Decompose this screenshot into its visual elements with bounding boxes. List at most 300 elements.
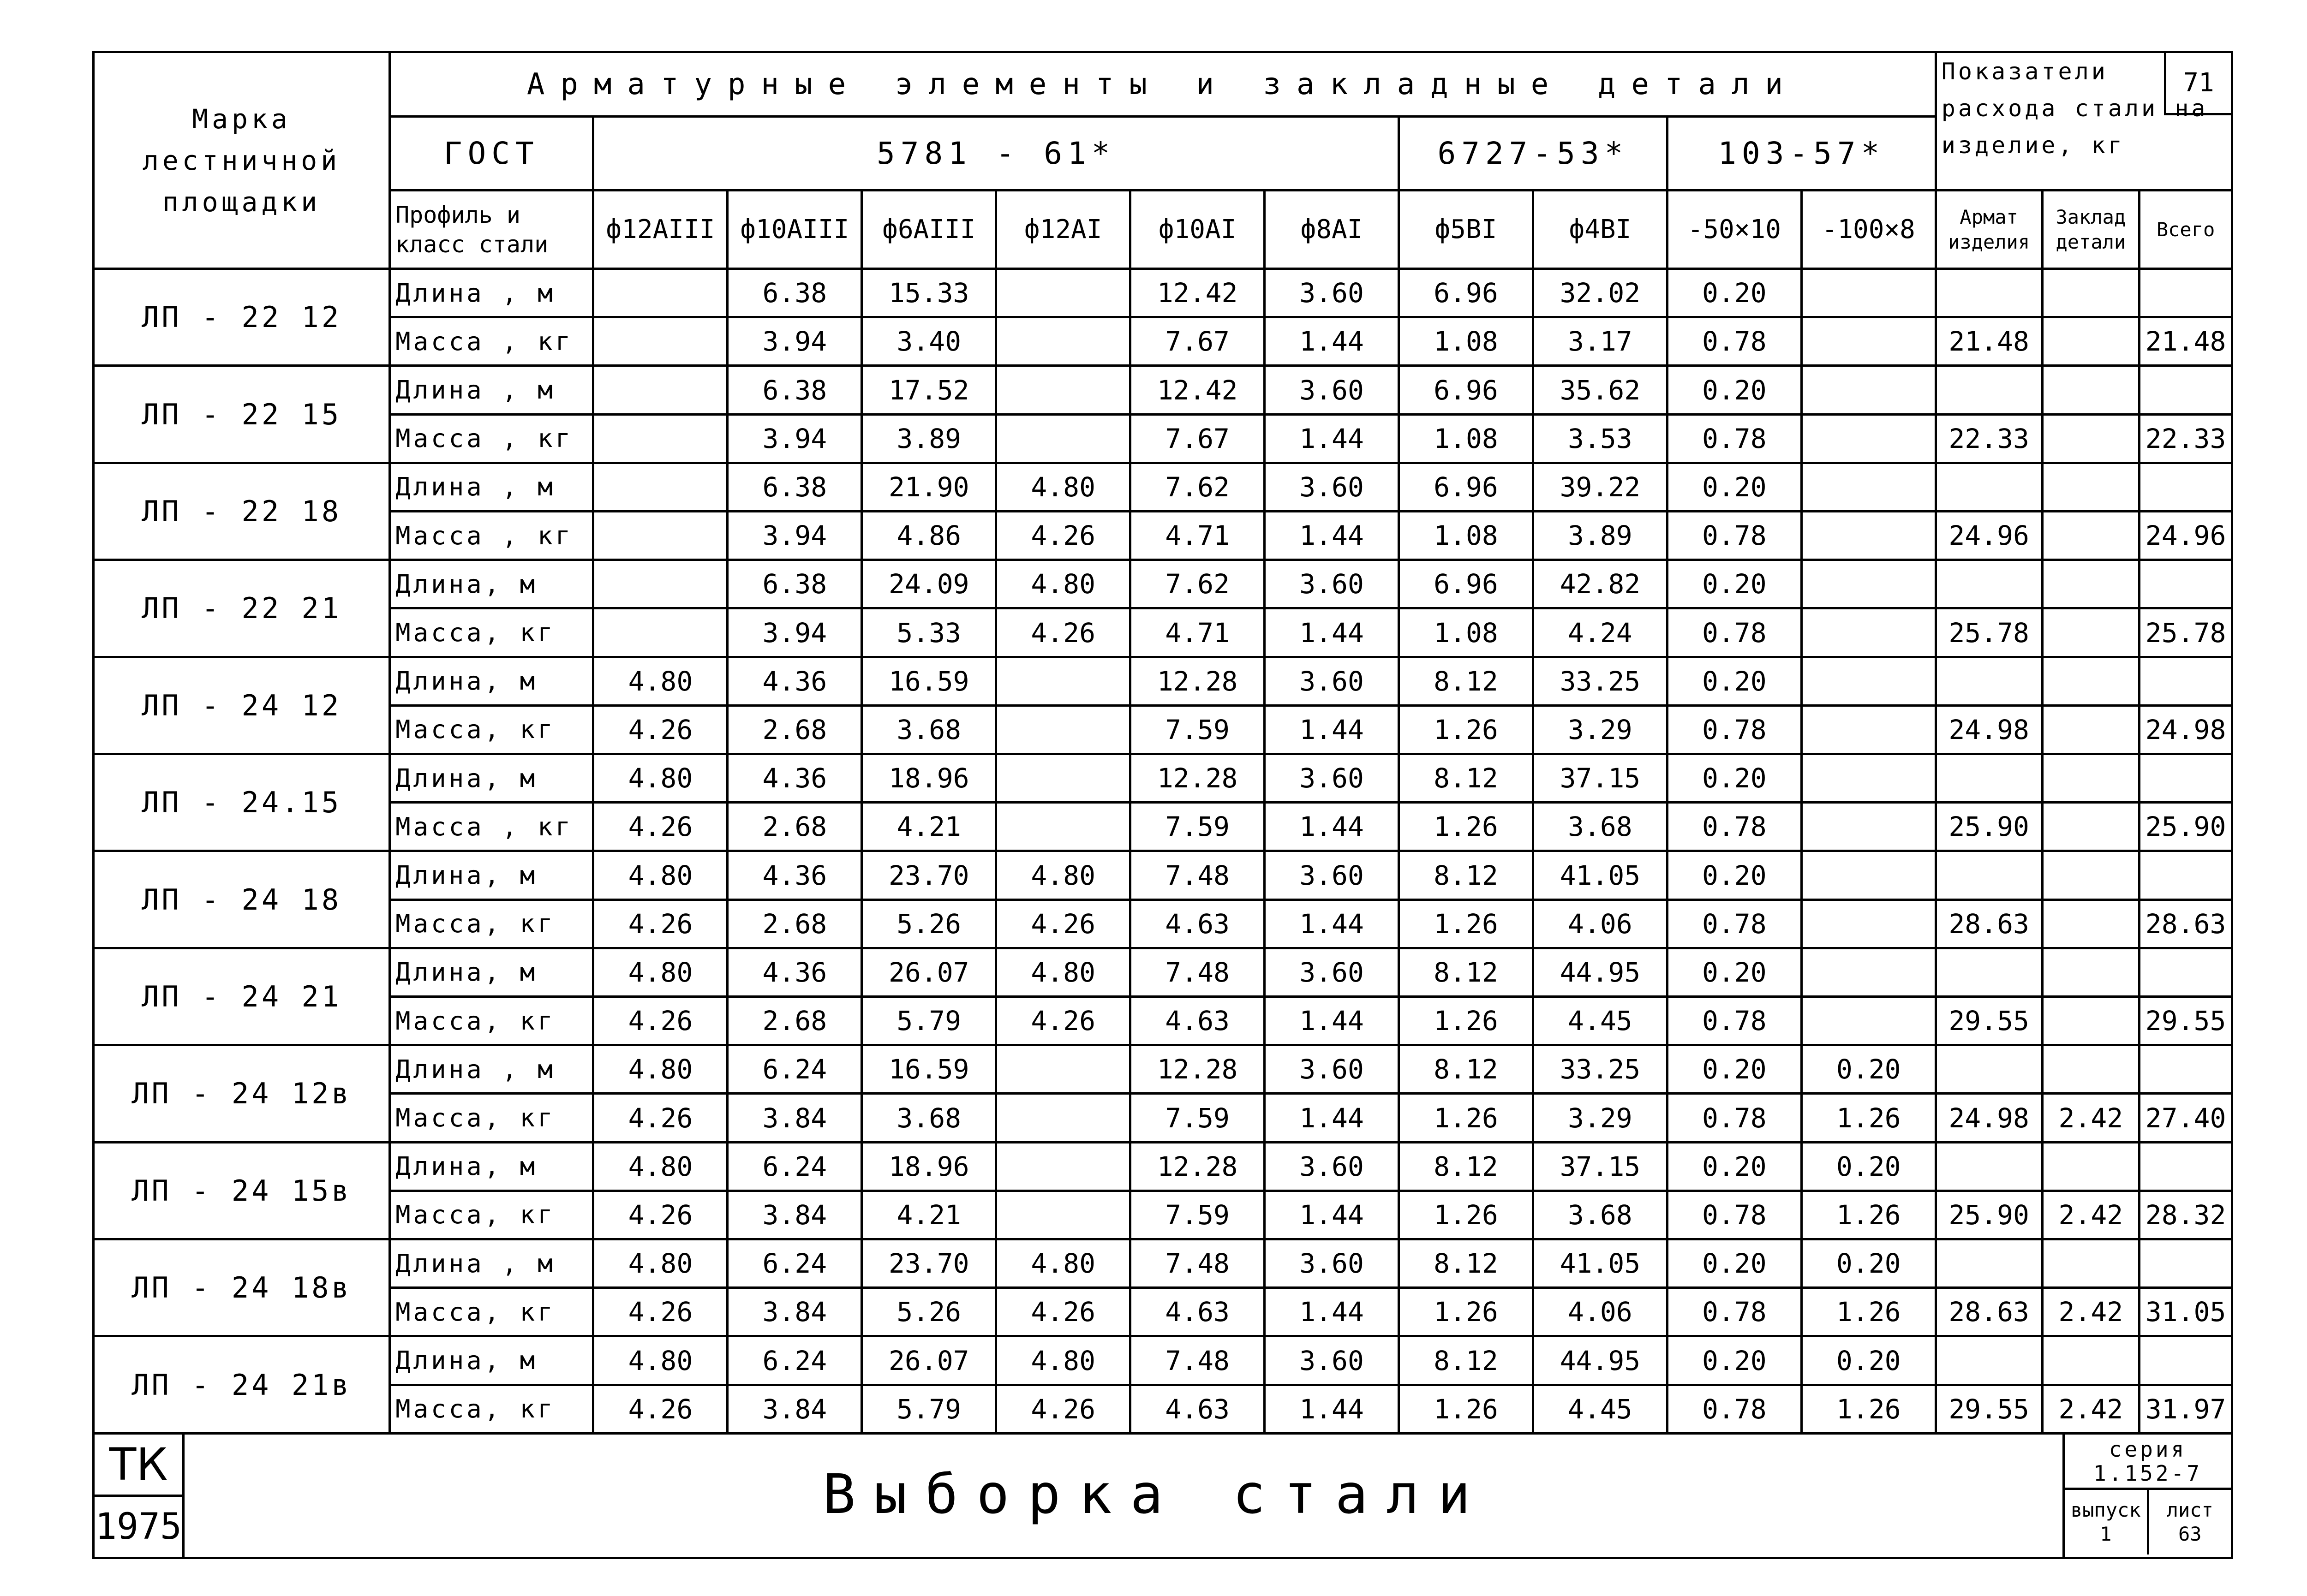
- length-value: 0.20: [1667, 1045, 1801, 1094]
- length-value: 12.42: [1130, 366, 1265, 414]
- length-value: 8.12: [1399, 948, 1533, 996]
- mass-label: Масса , кг: [390, 414, 593, 463]
- mass-value: 3.29: [1533, 705, 1667, 754]
- mass-value: 3.94: [728, 317, 862, 366]
- length-value: 7.48: [1130, 948, 1265, 996]
- mass-value: [996, 317, 1130, 366]
- zaklad-empty: [2042, 1045, 2140, 1094]
- mark-cell: ЛП - 24 18в: [94, 1239, 390, 1336]
- length-value: [996, 1045, 1130, 1094]
- armat-value: 25.78: [1936, 608, 2042, 657]
- length-value: 6.24: [728, 1336, 862, 1385]
- length-value: [1801, 366, 1936, 414]
- mass-value: 4.26: [593, 1385, 728, 1433]
- tk-label: ТК: [95, 1435, 182, 1497]
- mass-label: Масса , кг: [390, 317, 593, 366]
- mass-value: 4.26: [593, 1288, 728, 1336]
- length-value: 12.28: [1130, 657, 1265, 705]
- armat-value: 24.98: [1936, 705, 2042, 754]
- table-row-mass: [94, 1288, 2232, 1336]
- length-value: 0.20: [1667, 1239, 1801, 1288]
- mass-value: 0.78: [1667, 414, 1801, 463]
- table-row-length: [94, 269, 2232, 317]
- zaklad-value: [2042, 997, 2140, 1045]
- length-value: 4.80: [593, 1142, 728, 1191]
- length-value: 26.07: [862, 948, 996, 996]
- series-block: [2065, 1435, 2231, 1490]
- table-row-mass: [94, 1191, 2232, 1239]
- zaklad-value: [2042, 414, 2140, 463]
- mass-value: [996, 1094, 1130, 1142]
- mass-value: 1.44: [1265, 1191, 1399, 1239]
- mass-label: Масса, кг: [390, 1288, 593, 1336]
- length-value: 6.96: [1399, 560, 1533, 608]
- mass-value: [996, 705, 1130, 754]
- sheet-value: 63: [2178, 1523, 2202, 1545]
- table-row-length: [94, 1336, 2232, 1385]
- mass-label: Масса, кг: [390, 997, 593, 1045]
- length-value: [593, 463, 728, 511]
- length-value: 3.60: [1265, 851, 1399, 899]
- table-row-length: [94, 463, 2232, 511]
- mass-value: 3.68: [862, 705, 996, 754]
- gost-6727: 6727-53*: [1399, 117, 1667, 191]
- armat-value: 24.98: [1936, 1094, 2042, 1142]
- mass-label: Масса, кг: [390, 899, 593, 948]
- table-row-length: [94, 1142, 2232, 1191]
- issue-value: 1: [2100, 1523, 2112, 1545]
- length-value: 8.12: [1399, 1239, 1533, 1288]
- mass-value: [996, 1191, 1130, 1239]
- armat-value: 21.48: [1936, 317, 2042, 366]
- mass-value: 4.63: [1130, 997, 1265, 1045]
- length-value: 4.80: [593, 1045, 728, 1094]
- mass-value: 7.67: [1130, 414, 1265, 463]
- length-value: 3.60: [1265, 1336, 1399, 1385]
- mass-value: 3.84: [728, 1385, 862, 1433]
- total-empty: [2140, 1045, 2232, 1094]
- length-value: 12.28: [1130, 754, 1265, 803]
- tk-block: [95, 1435, 185, 1557]
- armat-empty: [1936, 463, 2042, 511]
- table-row-mass: [94, 317, 2232, 366]
- zaklad-value: 2.42: [2042, 1094, 2140, 1142]
- length-value: 4.80: [996, 1336, 1130, 1385]
- mass-value: 7.59: [1130, 803, 1265, 851]
- mass-value: 1.44: [1265, 512, 1399, 560]
- zaklad-value: [2042, 899, 2140, 948]
- armat-value: 24.96: [1936, 512, 2042, 560]
- table-row-mass: [94, 414, 2232, 463]
- mass-value: [1801, 512, 1936, 560]
- drawing-sheet: [92, 51, 2233, 1559]
- mass-value: 4.24: [1533, 608, 1667, 657]
- table-row-mass: [94, 705, 2232, 754]
- length-value: 12.28: [1130, 1045, 1265, 1094]
- mass-value: 5.26: [862, 1288, 996, 1336]
- armat-empty: [1936, 1045, 2042, 1094]
- zaklad-empty: [2042, 657, 2140, 705]
- col-header: ф10АIII: [728, 191, 862, 269]
- mark-cell: ЛП - 22 12: [94, 269, 390, 366]
- mark-cell: ЛП - 22 21: [94, 560, 390, 657]
- zaklad-empty: [2042, 1142, 2140, 1191]
- mass-value: [1801, 803, 1936, 851]
- mass-label: Масса, кг: [390, 608, 593, 657]
- armat-value: 25.90: [1936, 1191, 2042, 1239]
- mass-value: 3.89: [1533, 512, 1667, 560]
- length-label: Длина, м: [390, 1336, 593, 1385]
- mass-value: 2.68: [728, 997, 862, 1045]
- length-value: 41.05: [1533, 1239, 1667, 1288]
- mark-cell: ЛП - 24 21в: [94, 1336, 390, 1434]
- gost-5781: 5781 - 61*: [593, 117, 1399, 191]
- table-row-length: [94, 1045, 2232, 1094]
- length-value: 0.20: [1667, 1336, 1801, 1385]
- table-row-length: [94, 754, 2232, 803]
- gost-label: ГОСТ: [390, 117, 593, 191]
- length-value: 3.60: [1265, 1142, 1399, 1191]
- year-label: 1975: [95, 1506, 182, 1548]
- total-empty: [2140, 560, 2232, 608]
- mass-value: 1.44: [1265, 899, 1399, 948]
- zaklad-value: [2042, 705, 2140, 754]
- length-value: [996, 657, 1130, 705]
- zaklad-empty: [2042, 366, 2140, 414]
- mass-value: 4.26: [593, 997, 728, 1045]
- total-empty: [2140, 851, 2232, 899]
- mass-value: 4.26: [996, 997, 1130, 1045]
- length-label: Длина , м: [390, 269, 593, 317]
- mass-value: 1.26: [1399, 1385, 1533, 1433]
- length-value: [996, 754, 1130, 803]
- armat-empty: [1936, 657, 2042, 705]
- length-value: 42.82: [1533, 560, 1667, 608]
- length-value: 4.80: [593, 754, 728, 803]
- mass-value: 1.44: [1265, 1094, 1399, 1142]
- table-row-mass: [94, 1385, 2232, 1433]
- length-value: [1801, 851, 1936, 899]
- mass-value: 1.26: [1801, 1288, 1936, 1336]
- zaklad-empty: [2042, 754, 2140, 803]
- length-value: 33.25: [1533, 1045, 1667, 1094]
- mass-value: 0.78: [1667, 899, 1801, 948]
- table-row-length: [94, 657, 2232, 705]
- mark-cell: ЛП - 24 12: [94, 657, 390, 754]
- length-value: 4.80: [593, 657, 728, 705]
- length-value: 0.20: [1667, 851, 1801, 899]
- length-value: 8.12: [1399, 1336, 1533, 1385]
- length-value: 7.62: [1130, 560, 1265, 608]
- length-label: Длина , м: [390, 1045, 593, 1094]
- length-value: 3.60: [1265, 1045, 1399, 1094]
- mass-value: 1.26: [1801, 1094, 1936, 1142]
- mass-value: 0.78: [1667, 1191, 1801, 1239]
- mark-cell: ЛП - 22 15: [94, 366, 390, 463]
- armat-empty: [1936, 269, 2042, 317]
- length-value: 44.95: [1533, 1336, 1667, 1385]
- length-value: [593, 560, 728, 608]
- length-value: 4.80: [996, 851, 1130, 899]
- mass-value: 4.06: [1533, 1288, 1667, 1336]
- mass-label: Масса , кг: [390, 803, 593, 851]
- armat-empty: [1936, 1239, 2042, 1288]
- length-value: 4.80: [593, 1239, 728, 1288]
- length-value: 4.80: [593, 1336, 728, 1385]
- mass-value: [593, 608, 728, 657]
- mass-value: 2.68: [728, 803, 862, 851]
- mass-value: 0.78: [1667, 317, 1801, 366]
- col-header: -50×10: [1667, 191, 1801, 269]
- mass-value: [1801, 997, 1936, 1045]
- length-value: 0.20: [1801, 1239, 1936, 1288]
- mass-value: 5.26: [862, 899, 996, 948]
- mass-value: 1.26: [1399, 997, 1533, 1045]
- length-value: 3.60: [1265, 560, 1399, 608]
- length-label: Длина, м: [390, 754, 593, 803]
- total-empty: [2140, 948, 2232, 996]
- length-value: 41.05: [1533, 851, 1667, 899]
- title-block: [92, 1435, 2233, 1559]
- mass-value: 4.26: [996, 512, 1130, 560]
- length-value: [593, 366, 728, 414]
- length-value: 0.20: [1801, 1336, 1936, 1385]
- mass-value: 3.68: [862, 1094, 996, 1142]
- total-value: 31.97: [2140, 1385, 2232, 1433]
- col-header: ф10АI: [1130, 191, 1265, 269]
- mass-value: 4.63: [1130, 899, 1265, 948]
- zaklad-empty: [2042, 560, 2140, 608]
- length-value: 7.62: [1130, 463, 1265, 511]
- mass-value: [1801, 414, 1936, 463]
- length-value: 18.96: [862, 754, 996, 803]
- zaklad-value: 2.42: [2042, 1288, 2140, 1336]
- length-value: 3.60: [1265, 657, 1399, 705]
- issue-label: выпуск: [2070, 1499, 2141, 1521]
- mass-value: 7.59: [1130, 1094, 1265, 1142]
- mass-value: 2.68: [728, 705, 862, 754]
- mass-value: 7.59: [1130, 1191, 1265, 1239]
- mass-value: 3.94: [728, 608, 862, 657]
- mass-value: 4.45: [1533, 997, 1667, 1045]
- mass-value: [1801, 608, 1936, 657]
- zaklad-empty: [2042, 851, 2140, 899]
- mass-value: 1.26: [1399, 1191, 1533, 1239]
- mass-value: 1.26: [1399, 705, 1533, 754]
- length-value: 33.25: [1533, 657, 1667, 705]
- mass-value: 7.59: [1130, 705, 1265, 754]
- length-value: 23.70: [862, 1239, 996, 1288]
- table-row-mass: [94, 1094, 2232, 1142]
- zaklad-empty: [2042, 1239, 2140, 1288]
- length-value: 4.36: [728, 754, 862, 803]
- length-label: Длина, м: [390, 851, 593, 899]
- mass-value: 3.84: [728, 1094, 862, 1142]
- total-value: 21.48: [2140, 317, 2232, 366]
- mass-value: 3.40: [862, 317, 996, 366]
- total-value: 25.90: [2140, 803, 2232, 851]
- mass-value: 4.26: [996, 1288, 1130, 1336]
- mass-value: 4.26: [593, 899, 728, 948]
- issue-block: [2065, 1490, 2149, 1554]
- mass-value: 0.78: [1667, 512, 1801, 560]
- mass-value: 1.44: [1265, 414, 1399, 463]
- length-value: [1801, 657, 1936, 705]
- table-row-length: [94, 366, 2232, 414]
- mass-value: 3.94: [728, 512, 862, 560]
- zaklad-value: [2042, 512, 2140, 560]
- mass-value: 1.26: [1801, 1191, 1936, 1239]
- mass-value: 4.45: [1533, 1385, 1667, 1433]
- zaklad-empty: [2042, 948, 2140, 996]
- mark-cell: ЛП - 22 18: [94, 463, 390, 560]
- length-value: 26.07: [862, 1336, 996, 1385]
- mark-cell: ЛП - 24.15: [94, 754, 390, 851]
- length-value: 35.62: [1533, 366, 1667, 414]
- mass-value: 1.26: [1801, 1385, 1936, 1433]
- mass-value: 5.79: [862, 1385, 996, 1433]
- armat-empty: [1936, 1142, 2042, 1191]
- indicators-label: Показатели расхода стали на изделие, кг: [1941, 58, 2208, 159]
- length-value: 37.15: [1533, 1142, 1667, 1191]
- length-value: 4.36: [728, 657, 862, 705]
- mass-value: 0.78: [1667, 705, 1801, 754]
- total-value: 28.63: [2140, 899, 2232, 948]
- length-value: 7.48: [1130, 1336, 1265, 1385]
- length-value: 4.80: [996, 560, 1130, 608]
- mass-value: 7.67: [1130, 317, 1265, 366]
- table-row-length: [94, 851, 2232, 899]
- zaklad-empty: [2042, 1336, 2140, 1385]
- total-empty: [2140, 1239, 2232, 1288]
- mass-value: 4.26: [996, 608, 1130, 657]
- armat-empty: [1936, 1336, 2042, 1385]
- length-value: 6.38: [728, 560, 862, 608]
- length-value: 0.20: [1667, 269, 1801, 317]
- mass-value: 1.44: [1265, 317, 1399, 366]
- mass-value: 4.26: [593, 705, 728, 754]
- length-value: 6.38: [728, 463, 862, 511]
- armat-value: 29.55: [1936, 997, 2042, 1045]
- length-value: 6.96: [1399, 463, 1533, 511]
- total-value: 25.78: [2140, 608, 2232, 657]
- mass-value: 1.44: [1265, 1288, 1399, 1336]
- length-value: [1801, 948, 1936, 996]
- length-value: 0.20: [1667, 657, 1801, 705]
- table-row-mass: [94, 608, 2232, 657]
- length-value: 3.60: [1265, 463, 1399, 511]
- length-value: [1801, 754, 1936, 803]
- profile-label: Профиль и класс стали: [390, 191, 593, 269]
- length-value: 6.38: [728, 269, 862, 317]
- mass-value: [1801, 705, 1936, 754]
- total-empty: [2140, 1142, 2232, 1191]
- mass-value: [593, 317, 728, 366]
- document-title: Выборка стали: [823, 1462, 1489, 1526]
- length-value: 12.42: [1130, 269, 1265, 317]
- col-header: ф4ВI: [1533, 191, 1667, 269]
- length-value: 0.20: [1801, 1045, 1936, 1094]
- series-stamp: [2062, 1435, 2231, 1557]
- mass-value: 3.29: [1533, 1094, 1667, 1142]
- length-value: 4.80: [593, 851, 728, 899]
- total-empty: [2140, 1336, 2232, 1385]
- total-value: 29.55: [2140, 997, 2232, 1045]
- length-value: 16.59: [862, 657, 996, 705]
- mass-value: 1.44: [1265, 1385, 1399, 1433]
- zaklad-value: 2.42: [2042, 1191, 2140, 1239]
- mass-value: [593, 414, 728, 463]
- length-value: 39.22: [1533, 463, 1667, 511]
- mass-value: 1.44: [1265, 705, 1399, 754]
- mass-value: 1.26: [1399, 803, 1533, 851]
- sheet-block: [2149, 1490, 2231, 1554]
- col-header: ф5ВI: [1399, 191, 1533, 269]
- total-empty: [2140, 754, 2232, 803]
- mass-value: 3.68: [1533, 1191, 1667, 1239]
- length-label: Длина , м: [390, 366, 593, 414]
- length-label: Длина, м: [390, 657, 593, 705]
- table-body: [94, 269, 2232, 1434]
- mass-label: Масса, кг: [390, 1094, 593, 1142]
- length-value: 6.96: [1399, 269, 1533, 317]
- group-title: Арматурные элементы и закладные детали: [390, 52, 1936, 117]
- table-row-mass: [94, 997, 2232, 1045]
- mass-value: 1.08: [1399, 608, 1533, 657]
- mass-value: 4.21: [862, 803, 996, 851]
- length-value: 0.20: [1667, 754, 1801, 803]
- total-value: 27.40: [2140, 1094, 2232, 1142]
- mass-value: 1.44: [1265, 803, 1399, 851]
- length-value: 4.80: [996, 1239, 1130, 1288]
- series-label: серия: [2109, 1437, 2187, 1462]
- mass-value: 4.71: [1130, 512, 1265, 560]
- mass-value: [593, 512, 728, 560]
- length-label: Длина, м: [390, 1142, 593, 1191]
- length-value: [593, 269, 728, 317]
- length-value: 3.60: [1265, 366, 1399, 414]
- sheet-label: лист: [2166, 1499, 2213, 1521]
- mass-label: Масса, кг: [390, 705, 593, 754]
- mass-value: [996, 803, 1130, 851]
- length-value: 32.02: [1533, 269, 1667, 317]
- length-value: 4.80: [996, 948, 1130, 996]
- mass-value: [1801, 317, 1936, 366]
- col-header: ф12АI: [996, 191, 1130, 269]
- mass-value: [996, 414, 1130, 463]
- mass-value: 4.06: [1533, 899, 1667, 948]
- length-value: 17.52: [862, 366, 996, 414]
- length-value: 8.12: [1399, 1045, 1533, 1094]
- table-row-length: [94, 948, 2232, 996]
- length-value: [1801, 560, 1936, 608]
- total-value: 24.96: [2140, 512, 2232, 560]
- mass-value: 5.79: [862, 997, 996, 1045]
- length-value: 21.90: [862, 463, 996, 511]
- mass-value: 1.08: [1399, 317, 1533, 366]
- length-value: 0.20: [1667, 1142, 1801, 1191]
- length-value: 12.28: [1130, 1142, 1265, 1191]
- length-value: 6.24: [728, 1239, 862, 1288]
- total-value: 22.33: [2140, 414, 2232, 463]
- mass-value: 4.26: [996, 1385, 1130, 1433]
- length-value: 23.70: [862, 851, 996, 899]
- mass-value: 4.86: [862, 512, 996, 560]
- length-value: 7.48: [1130, 1239, 1265, 1288]
- table-row-length: [94, 1239, 2232, 1288]
- mass-value: 3.53: [1533, 414, 1667, 463]
- mass-value: 0.78: [1667, 1288, 1801, 1336]
